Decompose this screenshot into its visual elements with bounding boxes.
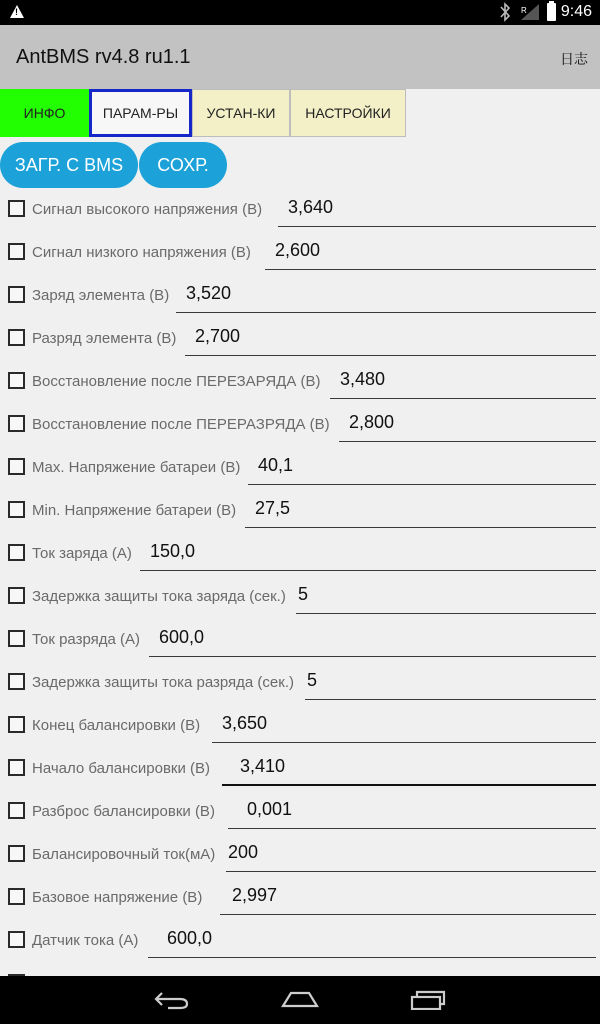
param-value: 150,0: [150, 541, 196, 561]
param-value: 3,410: [240, 756, 286, 776]
recent-apps-icon[interactable]: [410, 990, 446, 1010]
tab-bar: [0, 89, 600, 137]
signal-icon: [521, 4, 539, 20]
load-from-bms-button[interactable]: ЗАГР. С BMS: [0, 142, 138, 188]
param-row: [0, 488, 600, 531]
param-row: [0, 875, 600, 918]
param-row: [0, 187, 600, 230]
param-row: [0, 402, 600, 445]
param-value: 3,640: [288, 197, 334, 217]
param-value: 600,0: [159, 627, 205, 647]
warning-icon: [10, 5, 24, 18]
param-value-field[interactable]: [296, 580, 596, 614]
param-value: 2,800: [349, 412, 395, 432]
param-value-field[interactable]: [339, 408, 596, 442]
param-value-field[interactable]: [226, 838, 596, 872]
params-list: [0, 187, 600, 1004]
param-row: [0, 703, 600, 746]
param-checkbox[interactable]: [8, 888, 25, 905]
param-label: Конец балансировки (В): [32, 717, 201, 734]
param-label: Датчик тока (А): [32, 932, 139, 949]
param-checkbox[interactable]: [8, 286, 25, 303]
param-checkbox[interactable]: [8, 501, 25, 518]
param-label: Восстановление после ПЕРЕЗАРЯДА (В): [32, 373, 321, 390]
param-checkbox[interactable]: [8, 759, 25, 776]
param-row: [0, 316, 600, 359]
param-row: [0, 445, 600, 488]
tab-params[interactable]: ПАРАМ-РЫ: [89, 89, 192, 137]
param-label: Ток разряда (А): [32, 631, 141, 648]
tab-settings[interactable]: НАСТРОЙКИ: [290, 89, 406, 137]
param-row: [0, 230, 600, 273]
param-checkbox[interactable]: [8, 329, 25, 346]
param-row: [0, 789, 600, 832]
app-title: AntBMS rv4.8 ru1.1: [16, 46, 191, 68]
param-value-field[interactable]: [140, 537, 596, 571]
navigation-bar: [0, 976, 600, 1024]
param-label: Max. Напряжение батареи (В): [32, 459, 241, 476]
param-row: [0, 359, 600, 402]
param-value: 5: [307, 670, 318, 690]
param-checkbox[interactable]: [8, 243, 25, 260]
log-button[interactable]: 日志: [560, 51, 588, 67]
param-value-field[interactable]: [228, 795, 596, 829]
param-value: 27,5: [255, 498, 291, 518]
param-row: [0, 574, 600, 617]
param-checkbox[interactable]: [8, 458, 25, 475]
param-label: Базовое напряжение (В): [32, 889, 203, 906]
param-row: [0, 273, 600, 316]
param-label: Балансировочный ток(мА): [32, 846, 216, 863]
param-value-field[interactable]: [212, 709, 596, 743]
param-value: 40,1: [258, 455, 294, 475]
param-label: Разряд элемента (В): [32, 330, 177, 347]
param-value: 3,650: [222, 713, 268, 733]
param-row: [0, 531, 600, 574]
status-bar: [0, 0, 600, 25]
param-row: [0, 617, 600, 660]
param-checkbox[interactable]: [8, 630, 25, 647]
param-value-field[interactable]: [278, 193, 596, 227]
param-value-field[interactable]: [330, 365, 596, 399]
param-value-field[interactable]: [305, 666, 596, 700]
tab-info[interactable]: ИНФО: [0, 89, 89, 137]
param-value: 0,001: [247, 799, 293, 819]
param-label: Ток заряда (А): [32, 545, 132, 562]
param-label: Задержка защиты тока заряда (сек.): [32, 588, 286, 605]
param-checkbox[interactable]: [8, 544, 25, 561]
param-checkbox[interactable]: [8, 200, 25, 217]
param-label: Задержка защиты тока разряда (сек.): [32, 674, 294, 691]
svg-text:R: R: [521, 6, 527, 15]
param-checkbox[interactable]: [8, 587, 25, 604]
param-value-field[interactable]: [148, 924, 596, 958]
param-label: Сигнал высокого напряжения (В): [32, 201, 263, 218]
param-value-field[interactable]: [149, 623, 596, 657]
param-checkbox[interactable]: [8, 716, 25, 733]
param-value: 2,600: [275, 240, 321, 260]
action-bar: [0, 25, 600, 89]
param-value-field[interactable]: [245, 494, 596, 528]
tab-setup[interactable]: УСТАН-КИ: [192, 89, 290, 137]
save-button[interactable]: СОХР.: [139, 142, 227, 188]
bluetooth-icon: [498, 2, 512, 22]
param-row: [0, 746, 600, 789]
param-row: [0, 918, 600, 961]
param-value: 600,0: [167, 928, 213, 948]
param-label: Min. Напряжение батареи (В): [32, 502, 237, 519]
param-value-field[interactable]: [222, 752, 596, 786]
param-checkbox[interactable]: [8, 931, 25, 948]
param-label: Заряд элемента (В): [32, 287, 170, 304]
param-checkbox[interactable]: [8, 415, 25, 432]
param-label: Сигнал низкого напряжения (В): [32, 244, 251, 261]
param-label: Восстановление после ПЕРЕРАЗРЯДА (В): [32, 416, 330, 433]
param-value-field[interactable]: [248, 451, 596, 485]
param-value: 3,520: [186, 283, 232, 303]
param-value: 5: [298, 584, 309, 604]
param-value: 2,700: [195, 326, 241, 346]
home-icon[interactable]: [281, 990, 319, 1008]
param-row: [0, 660, 600, 703]
param-label: Разброс балансировки (В): [32, 803, 215, 820]
param-value: 2,997: [232, 885, 278, 905]
param-label: Начало балансировки (В): [32, 760, 211, 777]
param-checkbox[interactable]: [8, 372, 25, 389]
param-value-field[interactable]: [176, 279, 596, 313]
battery-icon: [547, 3, 556, 21]
param-value: 200: [228, 842, 259, 862]
back-icon[interactable]: [154, 990, 190, 1010]
param-value-field[interactable]: [185, 322, 596, 356]
param-checkbox[interactable]: [8, 673, 25, 690]
param-checkbox[interactable]: [8, 802, 25, 819]
param-checkbox[interactable]: [8, 845, 25, 862]
param-row: [0, 832, 600, 875]
param-value: 3,480: [340, 369, 386, 389]
param-value-field[interactable]: [220, 881, 596, 915]
param-value-field[interactable]: [265, 236, 596, 270]
clock: 9:46: [560, 3, 592, 20]
